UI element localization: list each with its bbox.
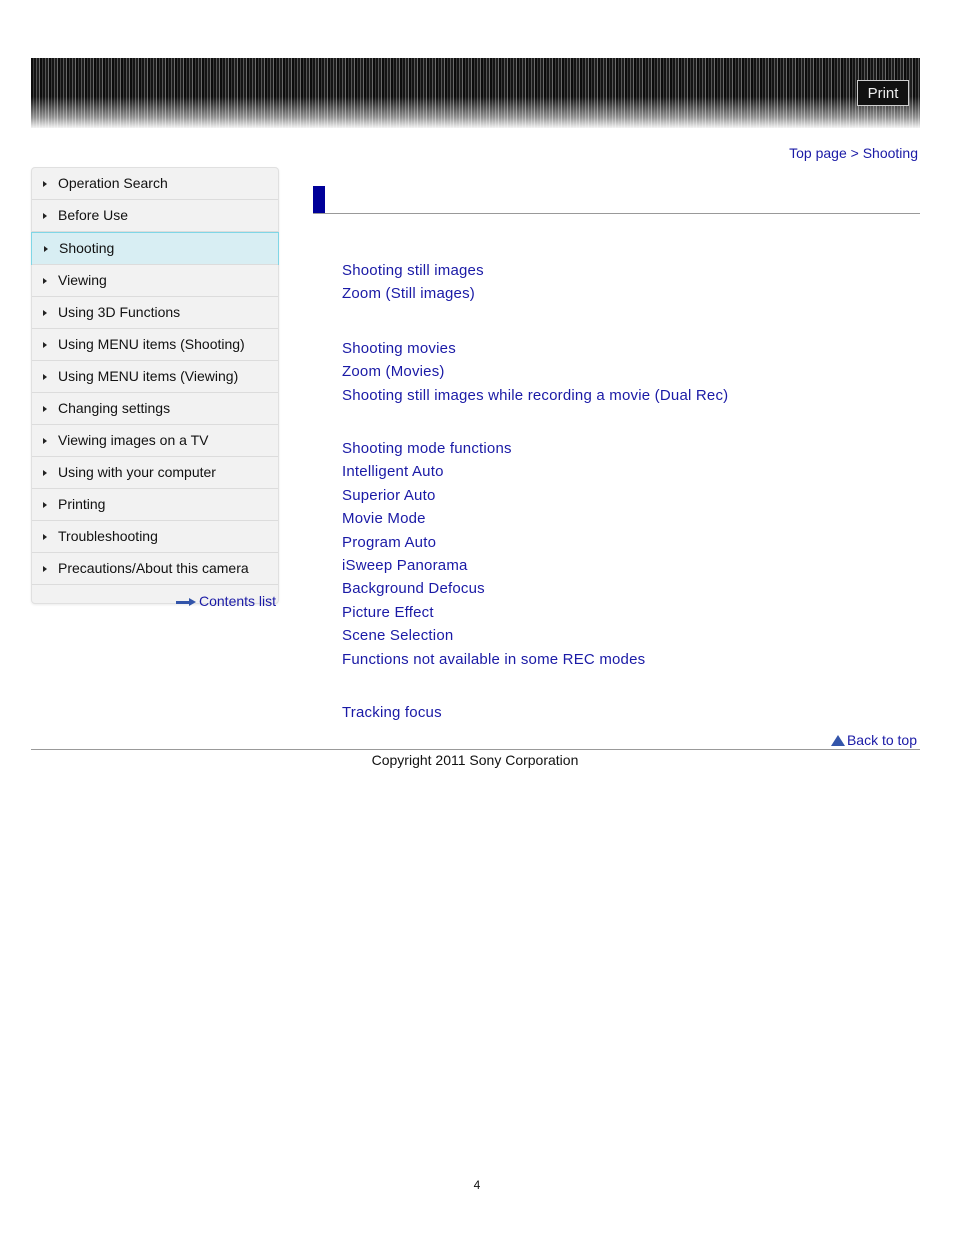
contents-list-link[interactable]	[176, 593, 276, 609]
breadcrumb-current-link[interactable]: Shooting	[862, 145, 918, 161]
footer-divider	[31, 749, 920, 750]
topic-link-shooting-movies[interactable]: Shooting movies	[342, 340, 456, 357]
sidebar-item-using-menu-items-shooting[interactable]	[32, 329, 278, 361]
triangle-right-icon	[43, 310, 47, 316]
triangle-right-icon	[43, 438, 47, 444]
sidebar-item-label: Using MENU items (Shooting)	[58, 336, 245, 352]
triangle-right-icon	[43, 534, 47, 540]
sidebar-item-label: Using 3D Functions	[58, 304, 181, 320]
triangle-right-icon	[43, 502, 47, 508]
triangle-right-icon	[43, 406, 47, 412]
topic-link-superior-auto[interactable]: Superior Auto	[342, 487, 436, 504]
sidebar-item-before-use[interactable]	[32, 200, 278, 232]
sidebar-item-label: Viewing	[58, 272, 107, 288]
sidebar-item-label: Shooting	[59, 240, 115, 256]
topic-link-zoom-still-images[interactable]: Zoom (Still images)	[342, 285, 475, 302]
topic-link-shooting-still-images-while-recording-a-movie-dual-rec[interactable]: Shooting still images while recording a movie (Dual Rec)	[342, 387, 729, 404]
topic-link-scene-selection[interactable]: Scene Selection	[342, 627, 454, 644]
page-title-marker	[313, 186, 325, 214]
triangle-right-icon	[43, 278, 47, 284]
sidebar-item-label: Changing settings	[58, 400, 171, 416]
sidebar-item-label: Using MENU items (Viewing)	[58, 368, 239, 384]
topic-link-background-defocus[interactable]: Background Defocus	[342, 580, 485, 597]
triangle-right-icon	[43, 566, 47, 572]
topic-link-functions-not-available-in-some-rec-modes[interactable]: Functions not available in some REC modes	[342, 651, 646, 668]
copyright-text: Copyright 2011 Sony Corporation	[371, 752, 579, 768]
sidebar-item-label: Before Use	[58, 207, 129, 223]
page-number: 4	[473, 1178, 481, 1192]
triangle-right-icon	[44, 246, 48, 252]
sidebar-item-viewing[interactable]	[32, 265, 278, 297]
triangle-right-icon	[43, 342, 47, 348]
arrow-right-icon	[176, 598, 196, 607]
breadcrumb	[789, 145, 918, 161]
sidebar-item-label: Viewing images on a TV	[58, 432, 209, 448]
topic-link-shooting-still-images[interactable]: Shooting still images	[342, 262, 484, 279]
sidebar-item-label: Printing	[58, 496, 106, 512]
up-arrow-icon	[831, 735, 845, 746]
sidebar-item-using-with-your-computer[interactable]	[32, 457, 278, 489]
sidebar-item-shooting[interactable]	[31, 232, 279, 265]
triangle-right-icon	[43, 374, 47, 380]
sidebar-item-precautions-about-this-camera[interactable]	[32, 553, 278, 585]
sidebar-item-operation-search[interactable]	[32, 168, 278, 200]
triangle-right-icon	[43, 181, 47, 187]
topic-link-tracking-focus[interactable]: Tracking focus	[342, 704, 442, 721]
breadcrumb-separator: >	[850, 145, 859, 161]
topic-link-intelligent-auto[interactable]: Intelligent Auto	[342, 463, 444, 480]
sidebar-item-viewing-images-on-a-tv[interactable]	[32, 425, 278, 457]
sidebar-item-using-menu-items-viewing[interactable]	[32, 361, 278, 393]
triangle-right-icon	[43, 470, 47, 476]
sidebar-item-label: Using with your computer	[58, 464, 216, 480]
topic-link-shooting-mode-functions[interactable]: Shooting mode functions	[342, 440, 512, 457]
header-banner	[31, 58, 920, 128]
topic-link-picture-effect[interactable]: Picture Effect	[342, 604, 434, 621]
topic-link-isweep-panorama[interactable]: iSweep Panorama	[342, 557, 468, 574]
triangle-right-icon	[43, 213, 47, 219]
sidebar-item-changing-settings[interactable]	[32, 393, 278, 425]
back-to-top-link[interactable]	[831, 732, 917, 748]
topic-link-program-auto[interactable]: Program Auto	[342, 534, 437, 551]
breadcrumb-top-page-link[interactable]: Top page	[789, 145, 847, 161]
back-to-top-label: Back to top	[846, 732, 917, 748]
sidebar-nav	[31, 167, 279, 604]
title-divider	[313, 213, 920, 214]
sidebar-item-label: Troubleshooting	[58, 528, 158, 544]
contents-list-label: Contents list	[199, 593, 277, 609]
sidebar-item-label: Precautions/About this camera	[58, 560, 249, 576]
sidebar-item-troubleshooting[interactable]	[32, 521, 278, 553]
print-button[interactable]: Print	[857, 80, 909, 106]
sidebar-item-printing[interactable]	[32, 489, 278, 521]
topic-link-movie-mode[interactable]: Movie Mode	[342, 510, 426, 527]
topic-link-zoom-movies[interactable]: Zoom (Movies)	[342, 363, 445, 380]
sidebar-item-using-3d-functions[interactable]	[32, 297, 278, 329]
sidebar-item-label: Operation Search	[58, 175, 168, 191]
